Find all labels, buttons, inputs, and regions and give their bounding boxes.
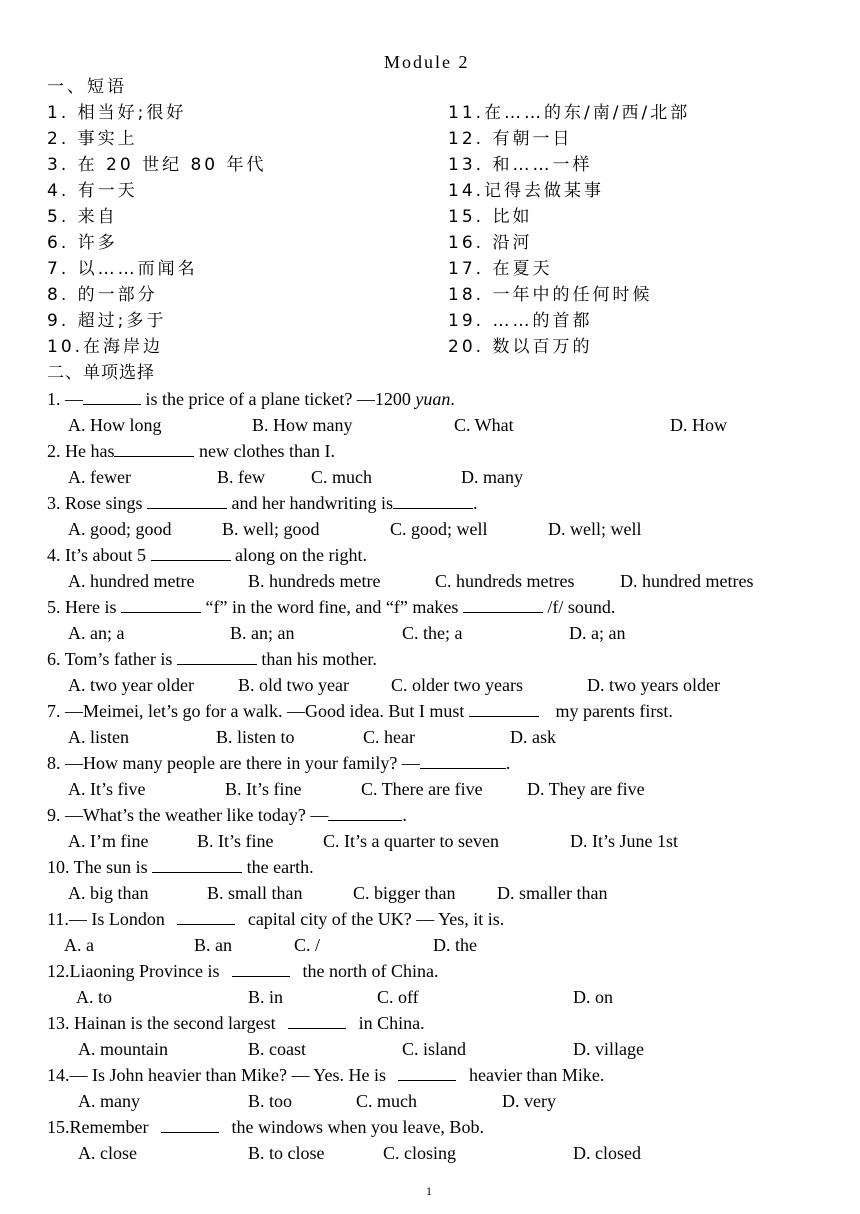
question-5: 5. Here is “f” in the word fine, and “f” makes /f/ sound. (47, 594, 615, 620)
option: C. much (356, 1091, 417, 1111)
phrase-item: 12. 有朝一日 (448, 129, 573, 149)
option: A. hundred metre (68, 571, 195, 591)
question-9: 9. —What’s the weather like today? — . (47, 802, 407, 828)
option: D. the (433, 935, 477, 955)
answer-blank (463, 594, 543, 613)
phrase-item: 5. 来自 (47, 207, 118, 227)
page-title: Module 2 (384, 52, 470, 72)
phrase-item: 18. 一年中的任何时候 (448, 285, 653, 305)
phrase-item: 14.记得去做某事 (448, 181, 605, 201)
option: A. listen (68, 727, 129, 747)
answer-blank (177, 906, 235, 925)
question-4: 4. It’s about 5 along on the right. (47, 542, 367, 568)
phrase-item: 20. 数以百万的 (448, 337, 593, 357)
option: A. many (78, 1091, 140, 1111)
option: D. How (670, 415, 727, 435)
option: B. listen to (216, 727, 295, 747)
option: B. small than (207, 883, 303, 903)
option: C. off (377, 987, 419, 1007)
option: A. mountain (78, 1039, 168, 1059)
page-number: 1 (426, 1184, 432, 1198)
question-8: 8. —How many people are there in your family? — . (47, 750, 510, 776)
phrase-item: 2. 事实上 (47, 129, 138, 149)
phrase-item: 9. 超过;多于 (47, 311, 167, 331)
option: B. an (194, 935, 232, 955)
option: B. too (248, 1091, 293, 1111)
question-12: 12.Liaoning Province is the north of China. (47, 958, 438, 984)
option: A. two year older (68, 675, 194, 695)
option: A. I’m fine (68, 831, 149, 851)
option: C. hundreds metres (435, 571, 575, 591)
option: C. much (311, 467, 372, 487)
answer-blank (152, 854, 242, 873)
answer-blank (151, 542, 231, 561)
option: A. an; a (68, 623, 125, 643)
answer-blank (121, 594, 201, 613)
phrase-item: 11.在……的东/南/西/北部 (448, 103, 691, 123)
answer-blank (161, 1114, 219, 1133)
option: D. They are five (527, 779, 645, 799)
option: C. It’s a quarter to seven (323, 831, 499, 851)
answer-blank (328, 802, 402, 821)
option: C. closing (383, 1143, 457, 1163)
option: A. fewer (68, 467, 131, 487)
option: C. There are five (361, 779, 483, 799)
phrase-item: 7. 以……而闻名 (47, 259, 198, 279)
phrase-item: 6. 许多 (47, 233, 118, 253)
phrase-item: 15. 比如 (448, 207, 533, 227)
question-15: 15.Remember the windows when you leave, Bob. (47, 1114, 484, 1140)
answer-blank (420, 750, 506, 769)
section-heading-phrases: 一、短语 (47, 77, 127, 97)
option: D. on (573, 987, 613, 1007)
option: B. How many (252, 415, 353, 435)
option: A. good; good (68, 519, 172, 539)
question-2: 2. He has new clothes than I. (47, 438, 335, 464)
option: A. big than (68, 883, 149, 903)
answer-blank (288, 1010, 346, 1029)
option: D. closed (573, 1143, 641, 1163)
option: C. the; a (402, 623, 463, 643)
option: C. hear (363, 727, 415, 747)
question-3: 3. Rose sings and her handwriting is . (47, 490, 477, 516)
option: B. to close (248, 1143, 325, 1163)
option: C. What (454, 415, 514, 435)
option: D. well; well (548, 519, 642, 539)
question-11: 11.— Is London capital city of the UK? — Yes, it is. (47, 906, 504, 932)
phrase-item: 8. 的一部分 (47, 285, 158, 305)
option: B. well; good (222, 519, 320, 539)
question-13: 13. Hainan is the second largest in China. (47, 1010, 425, 1036)
option: C. / (294, 935, 321, 955)
question-10: 10. The sun is the earth. (47, 854, 314, 880)
option: B. old two year (238, 675, 349, 695)
section-heading-choice: 二、单项选择 (47, 363, 155, 383)
option: A. It’s five (68, 779, 146, 799)
question-14: 14.— Is John heavier than Mike? — Yes. He is heavier than Mike. (47, 1062, 604, 1088)
option: D. two years older (587, 675, 720, 695)
phrase-item: 4. 有一天 (47, 181, 138, 201)
question-1: 1. — is the price of a plane ticket? —1200 yuan. (47, 386, 455, 412)
phrase-item: 16. 沿河 (448, 233, 533, 253)
option: C. island (402, 1039, 467, 1059)
option: D. very (502, 1091, 556, 1111)
option: B. in (248, 987, 284, 1007)
option: D. many (461, 467, 523, 487)
option: B. hundreds metre (248, 571, 381, 591)
answer-blank (114, 438, 194, 457)
option: B. It’s fine (225, 779, 302, 799)
option: D. hundred metres (620, 571, 754, 591)
answer-blank (147, 490, 227, 509)
option: D. ask (510, 727, 556, 747)
answer-blank (83, 386, 141, 405)
phrase-item: 10.在海岸边 (47, 337, 164, 357)
option: B. an; an (230, 623, 295, 643)
phrase-item: 1. 相当好;很好 (47, 103, 187, 123)
phrase-item: 19. ……的首都 (448, 311, 593, 331)
option: A. to (76, 987, 112, 1007)
answer-blank (469, 698, 539, 717)
option: C. older two years (391, 675, 523, 695)
answer-blank (232, 958, 290, 977)
option: B. few (217, 467, 265, 487)
phrase-item: 17. 在夏天 (448, 259, 553, 279)
option: C. bigger than (353, 883, 456, 903)
question-6: 6. Tom’s father is than his mother. (47, 646, 377, 672)
option: D. It’s June 1st (570, 831, 678, 851)
option: A. a (64, 935, 94, 955)
option: D. a; an (569, 623, 626, 643)
answer-blank (177, 646, 257, 665)
option: B. coast (248, 1039, 306, 1059)
answer-blank (393, 490, 473, 509)
option: C. good; well (390, 519, 488, 539)
option: D. village (573, 1039, 644, 1059)
question-7: 7. —Meimei, let’s go for a walk. —Good idea. But I must my parents first. (47, 698, 673, 724)
phrase-item: 3. 在 20 世纪 80 年代 (47, 155, 267, 175)
option: A. close (78, 1143, 137, 1163)
option: B. It’s fine (197, 831, 274, 851)
phrase-item: 13. 和……一样 (448, 155, 593, 175)
answer-blank (398, 1062, 456, 1081)
option: A. How long (68, 415, 162, 435)
option: D. smaller than (497, 883, 608, 903)
